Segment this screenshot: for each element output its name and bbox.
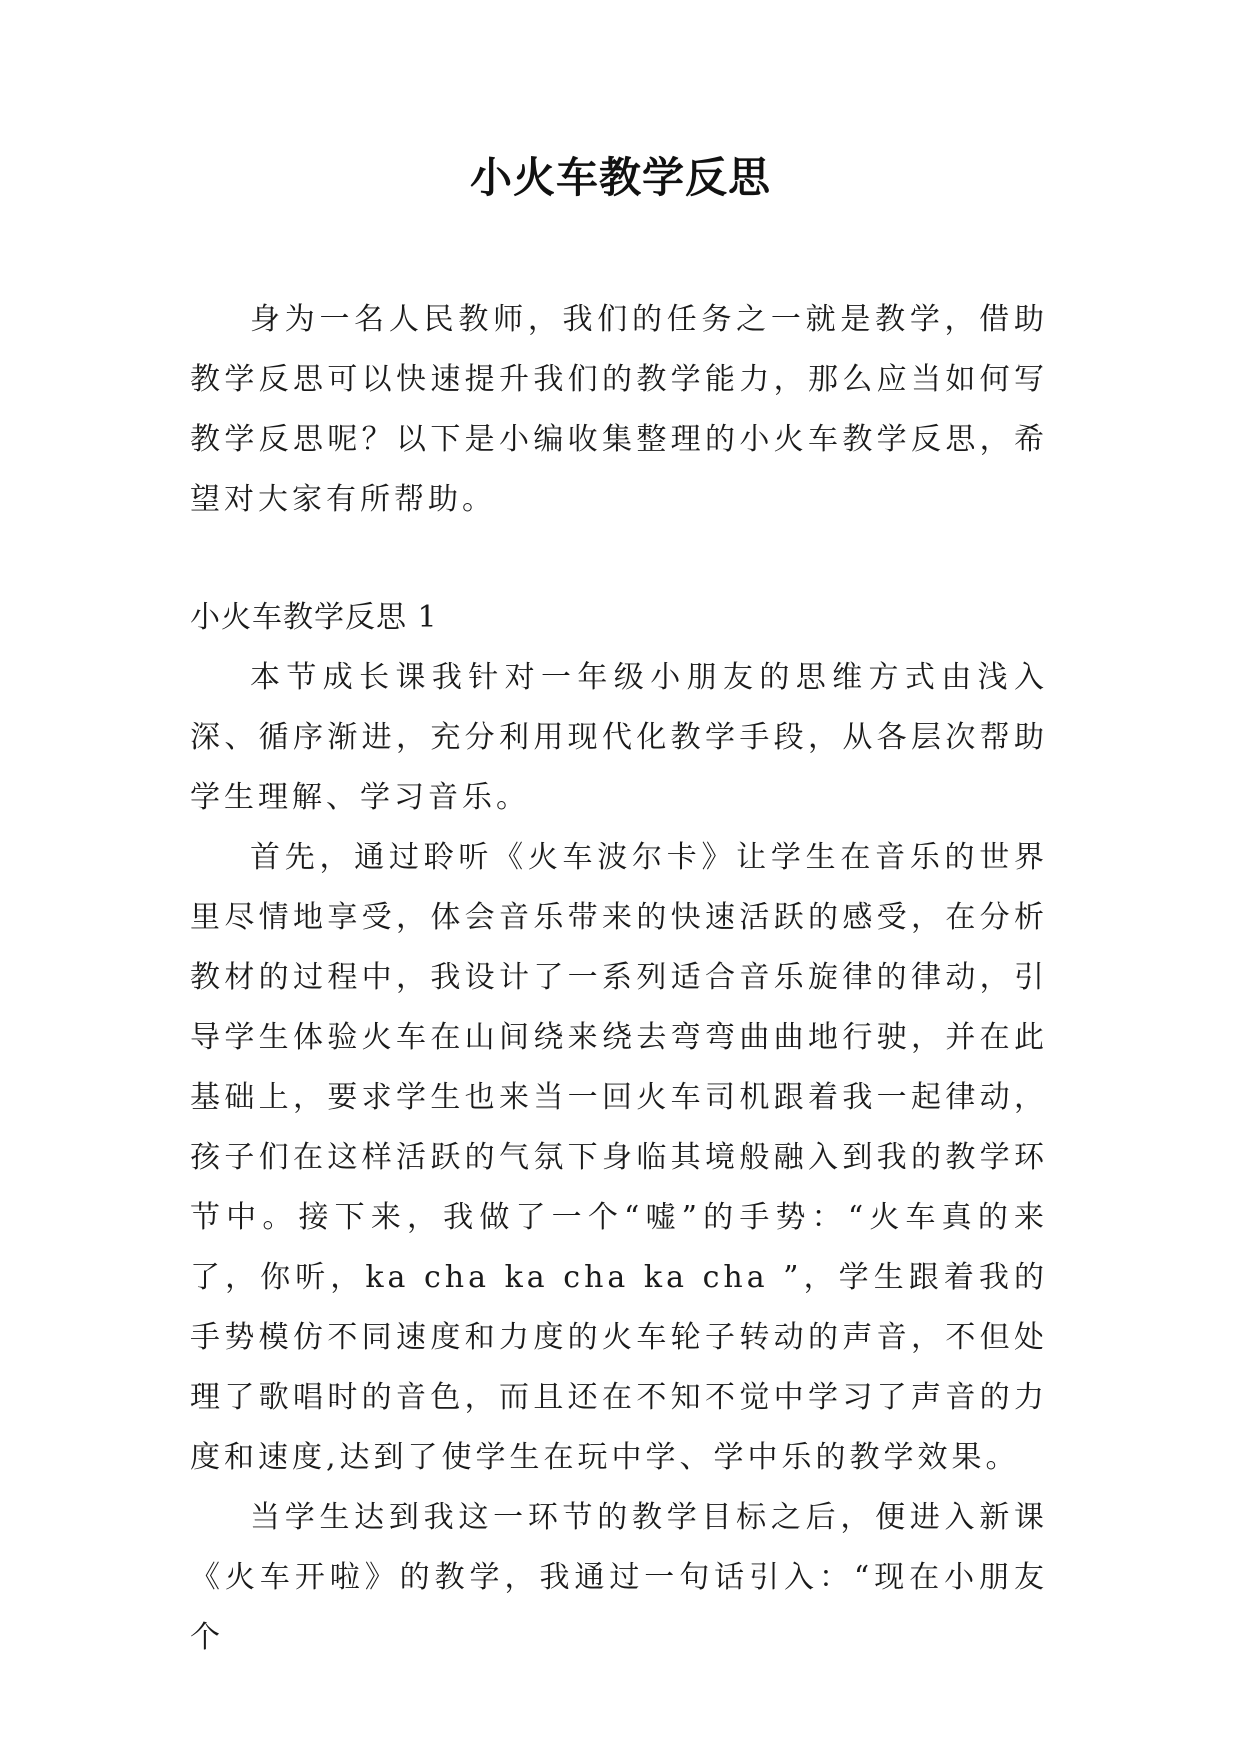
- section-heading: 小火车教学反思 1: [190, 600, 438, 635]
- document-title: 小火车教学反思: [469, 153, 771, 202]
- body-paragraph: 本节成长课我针对一年级小朋友的思维方式由浅入深、循序渐进，充分利用现代化教学手段，从各层次帮助学生理解、学习音乐。: [190, 660, 1048, 815]
- body-paragraph: 首先，通过聆听《火车波尔卡》让学生在音乐的世界里尽情地享受，体会音乐带来的快速活跃的感受，在分析教材的过程中，我设计了一系列适合音乐旋律的律动，引导学生体验火车在山间绕来绕去弯弯曲曲地行驶，并在此基础上，要求学生也来当一回火车司机跟着我一起律动，孩子们在这样活跃的气氛下身临其境般融入到我的教学环节中。接下来，我做了一个“嘘”的手势：“火车真的来了，你听，ka cha ka cha ka cha ”，学生跟着我的手势模仿不同速度和力度的火车轮子转动的声音，不但处理了歌唱时的音色，而且还在不知不觉中学习了声音的力度和速度,达到了使学生在玩中学、学中乐的教学效果。: [190, 840, 1048, 1475]
- body-paragraph: 当学生达到我这一环节的教学目标之后，便进入新课《火车开啦》的教学，我通过一句话引入：“现在小朋友个: [190, 1500, 1048, 1655]
- document-body: [190, 290, 1048, 1668]
- intro-paragraph: 身为一名人民教师，我们的任务之一就是教学，借助教学反思可以快速提升我们的教学能力，那么应当如何写教学反思呢？以下是小编收集整理的小火车教学反思，希望对大家有所帮助。: [190, 302, 1048, 517]
